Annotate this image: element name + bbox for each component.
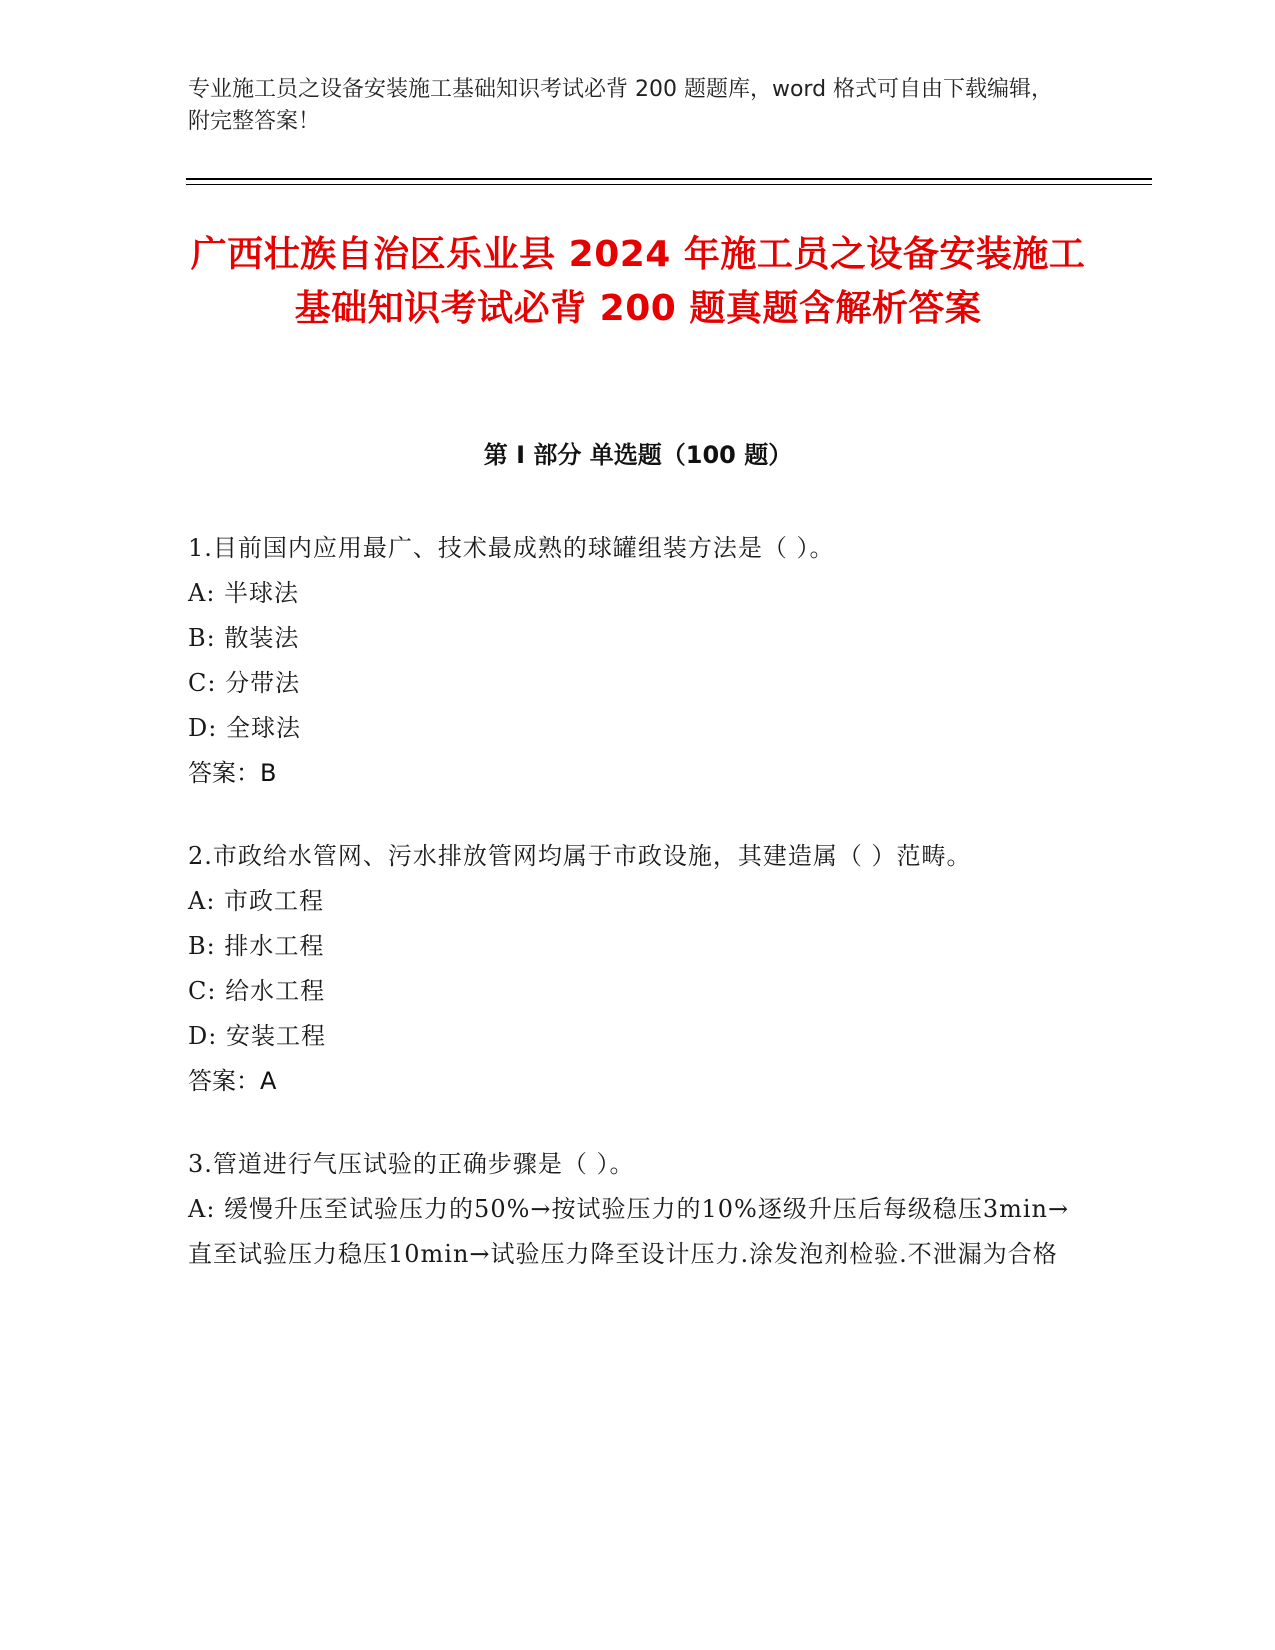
header-rule-thick: [186, 178, 1152, 180]
question-list: [188, 526, 1088, 1315]
option-b: B: 排水工程: [188, 932, 325, 960]
option-b: B: 散装法: [188, 624, 300, 652]
header-rule-thin: [186, 184, 1152, 185]
question-2: [188, 834, 1088, 1104]
option-a: A: 半球法: [188, 579, 300, 607]
option-d: D: 安装工程: [188, 1022, 326, 1050]
option-c: C: 给水工程: [188, 977, 326, 1005]
option-a: A: 市政工程: [188, 887, 325, 915]
question-text: 3.管道进行气压试验的正确步骤是（ ）。: [188, 1150, 635, 1178]
answer: 答案：B: [188, 759, 277, 787]
option-d: D: 全球法: [188, 714, 301, 742]
document-title: 广西壮族自治区乐业县 2024 年施工员之设备安装施工基础知识考试必背 200 题真题含解析答案: [190, 234, 1086, 329]
question-3: [188, 1142, 1088, 1277]
option-c: C: 分带法: [188, 669, 301, 697]
question-text: 2.市政给水管网、污水排放管网均属于市政设施，其建造属（ ）范畴。: [188, 842, 972, 870]
option-a: A: 缓慢升压至试验压力的50%→按试验压力的10%逐级升压后每级稳压3min→直至试验压力稳压10min→试验压力降至设计压力.涂发泡剂检验.不泄漏为合格: [188, 1195, 1070, 1268]
question-1: [188, 526, 1088, 796]
header-note: 专业施工员之设备安装施工基础知识考试必背 200 题题库，word 格式可自由下载编辑，附完整答案！: [188, 77, 1054, 134]
question-text: 1.目前国内应用最广、技术最成熟的球罐组装方法是（ ）。: [188, 534, 835, 562]
answer: 答案：A: [188, 1067, 277, 1095]
section-heading: 第 I 部分 单选题（100 题）: [483, 441, 793, 469]
